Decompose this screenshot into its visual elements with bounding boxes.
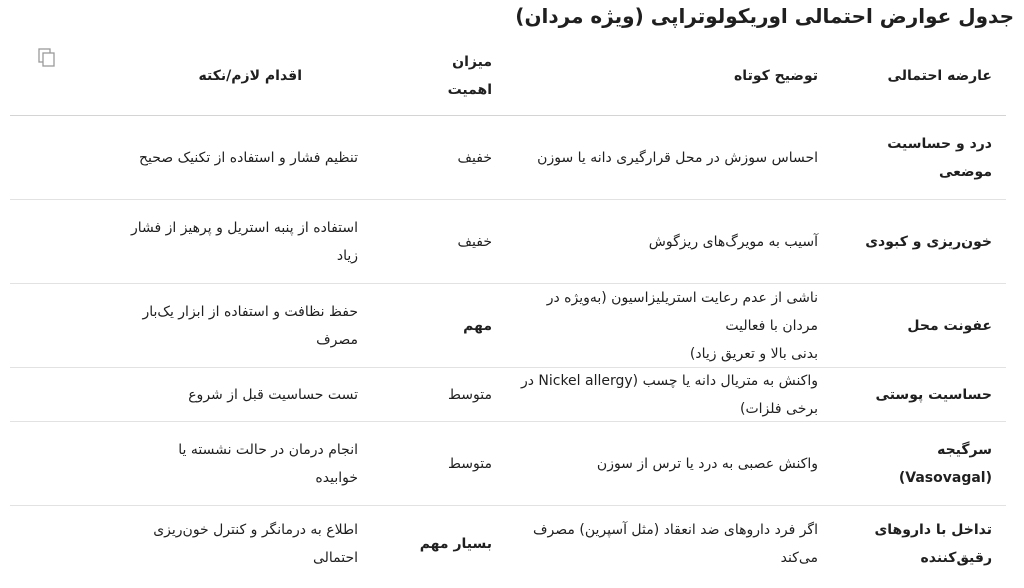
action-line: احتمالی <box>312 550 358 566</box>
importance-cell: بسیار مهم <box>419 536 492 552</box>
header-description: توضیح کوتاه <box>734 67 818 84</box>
description-cell: واکنش عصبی به درد یا ترس از سوزن <box>596 455 818 472</box>
table-row <box>10 116 1006 200</box>
description-cell: اگر فرد داروهای ضد انعقاد (مثل آسپرین) مصرف می‌کند <box>533 522 818 566</box>
table-row <box>10 506 1006 582</box>
action-line: حفظ نظافت و استفاده از ابزار یک‌بار <box>142 303 358 320</box>
side-effect-cell <box>838 130 1006 186</box>
side-effects-table <box>10 36 1006 582</box>
importance-cell: خفیف <box>457 149 492 166</box>
header-side-effect: عارضه احتمالی <box>887 67 992 84</box>
action-line: انجام درمان در حالت نشسته یا <box>178 441 358 458</box>
importance-cell: متوسط <box>448 455 492 472</box>
action-cell: تست حساسیت قبل از شروع <box>188 386 358 403</box>
side-effect-line: رقیق‌کننده <box>920 550 992 566</box>
side-effect-cell: عفونت محل <box>907 317 992 334</box>
header-importance <box>382 48 512 104</box>
description-cell: آسیب به مویرگ‌های ریزگوش <box>648 233 818 250</box>
importance-cell: متوسط <box>448 386 492 403</box>
action-line: استفاده از پنبه استریل و پرهیز از فشار <box>130 219 358 236</box>
description-text: واکنش به متریال دانه یا چسب ( <box>632 372 818 389</box>
side-effect-cell: حساسیت پوستی <box>875 386 992 403</box>
side-effect-cell <box>838 436 1006 492</box>
action-line: زیاد <box>336 247 358 264</box>
description-cell <box>512 284 838 368</box>
header-action: اقدام لازم/نکته <box>198 67 302 84</box>
description-cell: احساس سوزش در محل قرارگیری دانه یا سوزن <box>537 149 818 166</box>
action-line: خوابیده <box>315 469 358 486</box>
importance-cell: خفیف <box>457 233 492 250</box>
action-cell <box>10 298 382 354</box>
side-effect-line: موضعی <box>938 163 992 180</box>
side-effect-line: درد و حساسیت <box>887 135 992 152</box>
action-cell: تنظیم فشار و استفاده از تکنیک صحیح <box>138 149 358 166</box>
side-effect-text: سرگیجه ( <box>937 441 992 486</box>
description-latin-term: Nickel allergy <box>538 372 633 389</box>
description-cell <box>512 367 838 423</box>
side-effect-cell <box>838 516 1006 572</box>
header-importance-line-1: میزان <box>452 53 492 70</box>
table-row <box>10 368 1006 422</box>
side-effect-latin-term: Vasovagal <box>905 469 986 486</box>
header-importance-line-2: اهمیت <box>447 81 492 98</box>
table-row <box>10 284 1006 368</box>
table-row <box>10 200 1006 284</box>
action-line: اطلاع به درمانگر و کنترل خون‌ریزی <box>153 522 358 538</box>
action-cell <box>10 516 382 572</box>
side-effect-line: تداخل با داروهای <box>874 522 992 538</box>
table-row <box>10 422 1006 506</box>
page-title: جدول عوارض احتمالی اوریکولوتراپی (ویژه مردان) <box>515 4 1014 28</box>
action-cell <box>10 214 382 270</box>
side-effect-cell: خون‌ریزی و کبودی <box>865 233 992 250</box>
table-header-row <box>10 36 1006 116</box>
description-line: ناشی از عدم رعایت استریلیزاسیون (به‌ویژه در مردان با فعالیت <box>546 289 818 334</box>
action-cell <box>10 436 382 492</box>
importance-cell: مهم <box>463 317 492 334</box>
description-text: در برخی فلزات) <box>520 372 818 417</box>
action-line: مصرف <box>316 331 358 348</box>
side-effect-text: ) <box>898 469 906 486</box>
description-line: بدنی بالا و تعریق زیاد) <box>689 345 818 362</box>
